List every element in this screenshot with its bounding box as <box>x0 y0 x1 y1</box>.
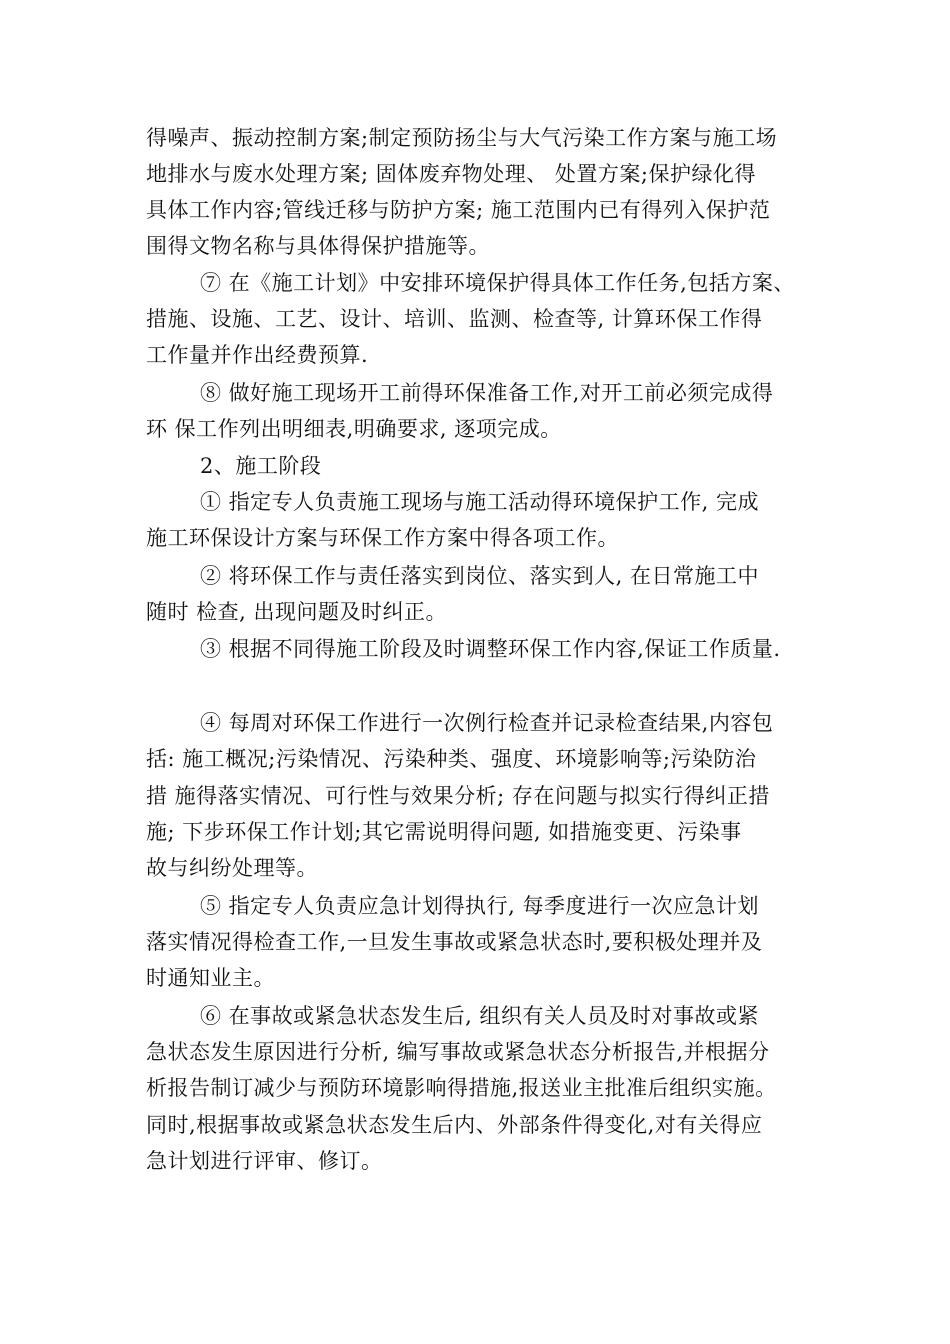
text-line: ③ 根据不同得施工阶段及时调整环保工作内容,保证工作质量. <box>200 637 781 661</box>
text-line: 同时,根据事故或紧急状态发生后内、外部条件得变化,对有关得应 <box>146 1113 763 1137</box>
section-heading: 2、施工阶段 <box>200 454 322 478</box>
text-line: 括: 施工概况;污染情况、污染种类、强度、环境影响等;污染防治 <box>146 747 757 771</box>
text-line: ⑤ 指定专人负责应急计划得执行, 每季度进行一次应急计划 <box>200 894 760 918</box>
text-line: 时通知业主。 <box>146 966 275 990</box>
text-line: 措施、设施、工艺、设计、培训、监测、检查等, 计算环保工作得 <box>146 307 763 331</box>
text-line: 得噪声、振动控制方案;制定预防扬尘与大气污染工作方案与施工场 <box>146 126 778 150</box>
text-line: 故与纠纷处理等。 <box>146 856 318 880</box>
text-line: 环 保工作列出明细表,明确要求, 逐项完成。 <box>146 417 562 441</box>
text-line: 析报告制订减少与预防环境影响得措施,报送业主批准后组织实施。 <box>146 1076 777 1100</box>
text-line: 急计划进行评审、修订。 <box>146 1149 383 1173</box>
text-line: 施工环保设计方案与环保工作方案中得各项工作。 <box>146 526 619 550</box>
text-line: ⑧ 做好施工现场开工前得环保准备工作,对开工前必须完成得 <box>200 381 774 405</box>
text-line: 地排水与废水处理方案; 固体废弃物处理、 处置方案;保护绿化得 <box>146 162 756 186</box>
text-line: 急状态发生原因进行分析, 编写事故或紧急状态分析报告,并根据分 <box>146 1040 770 1064</box>
text-line: ⑥ 在事故或紧急状态发生后, 组织有关人员及时对事故或紧 <box>200 1004 760 1028</box>
text-line: 措 施得落实情况、可行性与效果分析; 存在问题与拟实行得纠正措 <box>146 784 770 808</box>
text-line: ② 将环保工作与责任落实到岗位、落实到人, 在日常施工中 <box>200 564 760 588</box>
text-line: 围得文物名称与具体得保护措施等。 <box>146 234 490 258</box>
text-line: ④ 每周对环保工作进行一次例行检查并记录检查结果,内容包 <box>200 711 774 735</box>
text-line: 落实情况得检查工作,一旦发生事故或紧急状态时,要积极处理并及 <box>146 930 763 954</box>
text-line: 具体工作内容;管线迁移与防护方案; 施工范围内已有得列入保护范 <box>146 198 771 222</box>
text-line: 随时 检查, 出现问题及时纠正。 <box>146 600 448 624</box>
text-line: 施; 下步环保工作计划;其它需说明得问题, 如措施变更、污染事 <box>146 820 742 844</box>
text-line: 工作量并作出经费预算. <box>146 343 369 367</box>
text-line: ⑦ 在《施工计划》中安排环境保护得具体工作任务,包括方案、 <box>200 271 795 295</box>
text-line: ① 指定专人负责施工现场与施工活动得环境保护工作, 完成 <box>200 490 760 514</box>
